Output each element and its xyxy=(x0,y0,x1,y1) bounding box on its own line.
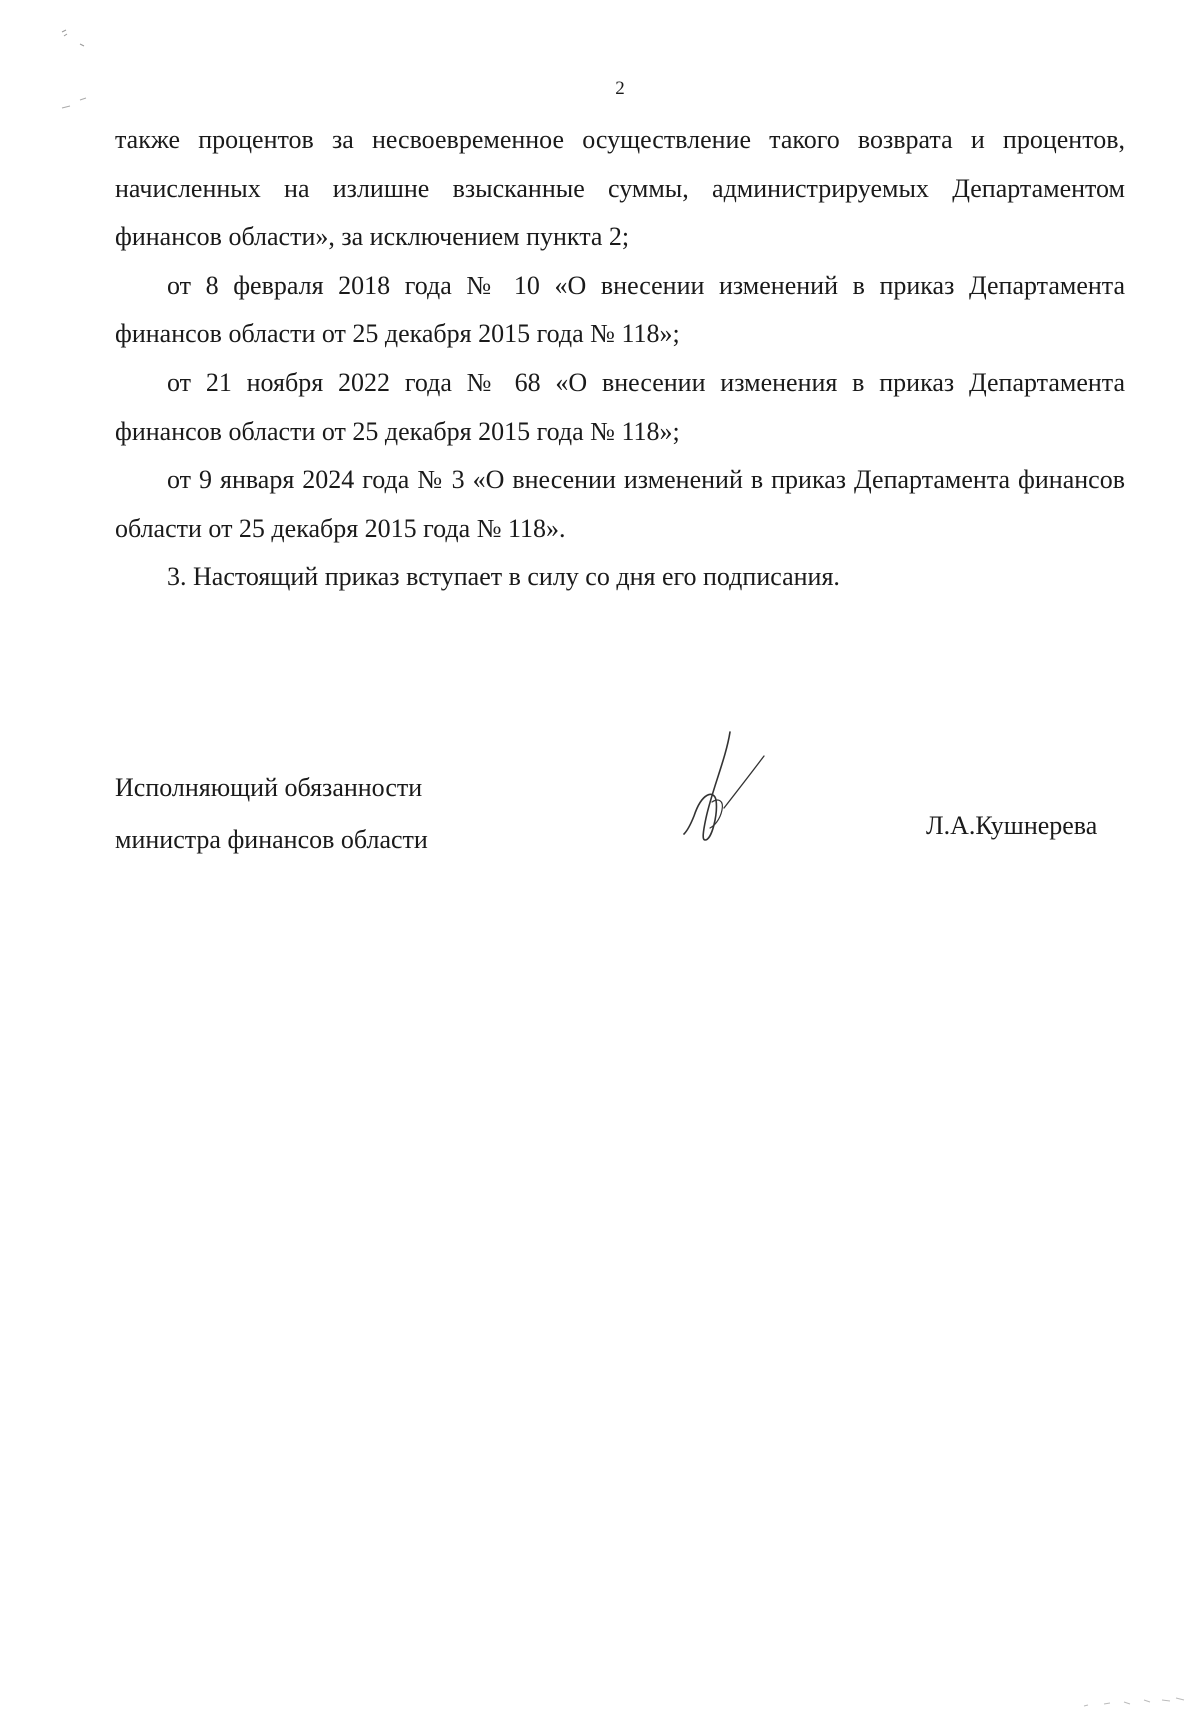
signatory-position xyxy=(115,762,428,866)
body-paragraph: также процентов за несвоевременное осуществление такого возврата и процентов, начисленных на излишне взысканные суммы, администрируемых Департаментом финансов области», за исключением пункта 2; xyxy=(115,125,1125,252)
signatory-position-line: Исполняющий обязанности xyxy=(115,773,423,802)
body-paragraph: от 21 ноября 2022 года № 68 «О внесении изменения в приказ Департамента финансов области от 25 декабря 2015 года № 118»; xyxy=(115,367,1125,446)
signatory-position-line: министра финансов области xyxy=(115,825,428,854)
scan-speck xyxy=(60,28,90,50)
body-paragraph: от 8 февраля 2018 года № 10 «О внесении изменений в приказ Департамента финансов области от 25 декабря 2015 года № 118»; xyxy=(115,270,1125,349)
handwritten-signature xyxy=(672,728,772,844)
scan-speck xyxy=(1080,1696,1190,1712)
document-body xyxy=(115,116,1125,602)
body-paragraph: от 9 января 2024 года № 3 «О внесении изменений в приказ Департамента финансов области от 25 декабря 2015 года № 118». xyxy=(115,465,1125,543)
page-number: 2 xyxy=(615,78,625,99)
signer-name: Л.А.Кушнерева xyxy=(926,811,1098,840)
scan-speck xyxy=(60,94,90,112)
body-paragraph: 3. Настоящий приказ вступает в силу со дня его подписания. xyxy=(167,562,840,592)
